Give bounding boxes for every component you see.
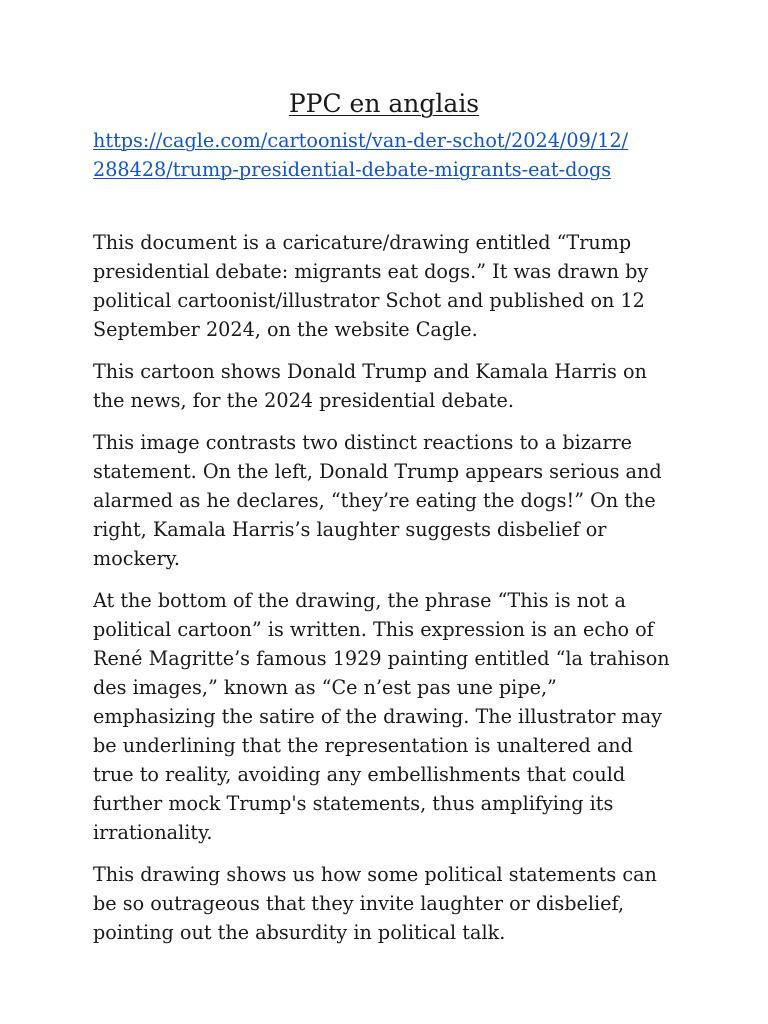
link-line-2[interactable]: 288428/trump-presidential-debate-migrants-eat-dogs bbox=[93, 158, 612, 181]
document-title: PPC en anglais bbox=[288, 89, 480, 118]
paragraph-contrast: This image contrasts two distinct reactions to a bizarre statement. On the left, Donald Trump appears serious and alarmed as he declares, “they’re eating the dogs!” On the right, Kamala Harris’s laughter suggests disbelief or mockery. bbox=[93, 431, 662, 570]
paragraph-introduction: This document is a caricature/drawing entitled “Trump presidential debate: migrants eat dogs.” It was drawn by political cartoonist/illustrator Schot and published on 12 September 2024, on the website Cagle. bbox=[93, 231, 649, 341]
document-page bbox=[93, 86, 675, 960]
paragraph-magritte-reference: At the bottom of the drawing, the phrase “This is not a political cartoon” is written. This expression is an echo of René Magritte’s famous 1929 painting entitled “la trahison des images,” known as “Ce n’est pas une pipe,” emphasizing the satire of the drawing. The illustrator may be underlining that the representation is unaltered and true to reality, avoiding any embellishments that could further mock Trump's statements, thus amplifying its irrationality. bbox=[93, 589, 670, 844]
paragraph-conclusion: This drawing shows us how some political statements can be so outrageous that they invite laughter or disbelief, pointing out the absurdity in political talk. bbox=[93, 863, 657, 944]
cagle-cartoon-link[interactable] bbox=[93, 126, 675, 184]
paragraph-subject: This cartoon shows Donald Trump and Kamala Harris on the news, for the 2024 presidential debate. bbox=[93, 360, 647, 412]
link-line-1[interactable]: https://cagle.com/cartoonist/van-der-schot/2024/09/12/ bbox=[93, 129, 629, 152]
